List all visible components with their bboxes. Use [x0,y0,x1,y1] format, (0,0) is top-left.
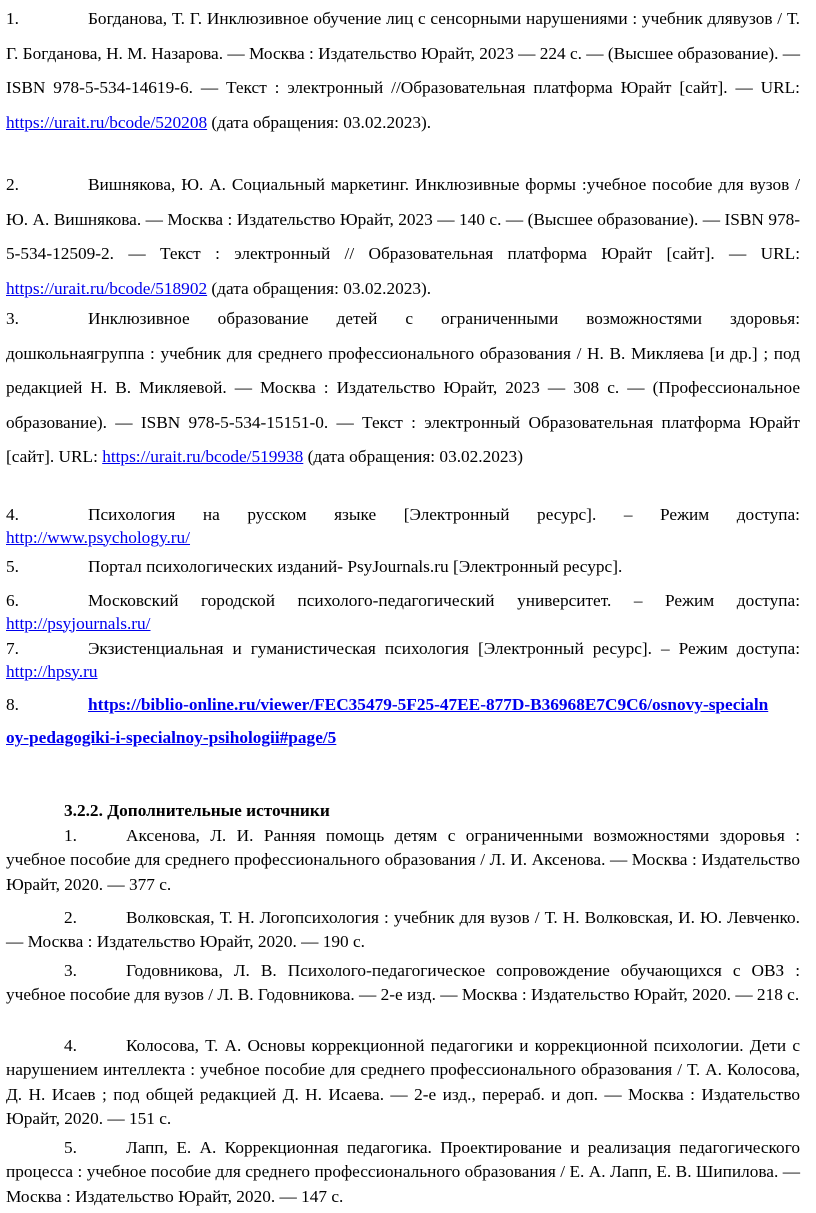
item-link[interactable]: https://biblio-online.ru/viewer/FEC35479-5F25-47EE-877D-B36968E7C9C6/osnovy-specialnoy-pedagogiki-i-specialnoy-psihologii#page/5 [6,695,769,747]
item-link[interactable]: http://hpsy.ru [6,661,98,681]
list-item [6,688,776,754]
additional-item [6,1136,800,1209]
item-link[interactable]: https://urait.ru/bcode/519938 [102,447,304,467]
item-text: Инклюзивное образование детей с ограниченными возможностями здоровья: дошкольнаягруппа : учебник для среднего профессионального образования / Н. В. Микляева [и др.] ; под редакцией Н. В. Микляевой. — Москва : Издательство Юрайт, 2023 — 308 с. — (Профессиональное образование). — ISBN 978-5-534-15151-0. — Текст : электронный Образовательная платформа Юрайт [сайт]. URL: [6,309,800,467]
item-text: Экзистенциальная и гуманистическая психология [Электронный ресурс]. – Режим доступа: [88,639,800,658]
list-item [6,302,800,475]
list-item [6,556,800,579]
item-number: 7. [6,639,19,658]
item-number: 4. [64,1036,77,1055]
item-text: Московский городской психолого-педагогический университет. – Режим доступа: [88,591,800,610]
section-title: 3.2.2. Дополнительные источники [64,801,330,820]
item-text: Колосова, Т. А. Основы коррекционной педагогики и коррекционной психологии. Дети с нарушением интеллекта : учебное пособие для среднего профессионального образования / Т. А. Колосова, Д. Н. Исаев ; под общей редакцией Д. Н. Исаева. — 2-е изд., перераб. и доп. — Москва : Издательство Юрайт, 2020. — 151 с. [6,1036,800,1129]
list-item [6,638,800,683]
item-text: Аксенова, Л. И. Ранняя помощь детям с ограниченными возможностями здоровья : учебное пособие для среднего профессионального образования / Л. И. Аксенова. — Москва : Издательство Юрайт, 2020. — 377 с. [6,826,800,894]
item-text: Волковская, Т. Н. Логопсихология : учебник для вузов / Т. Н. Волковская, И. Ю. Левченко. — Москва : Издательство Юрайт, 2020. — 190 с. [6,908,800,952]
item-text: Портал психологических изданий- PsyJournals.ru [Электронный ресурс]. [88,557,623,576]
item-after: (дата обращения: 03.02.2023). [207,278,432,298]
item-after: (дата обращения: 03.02.2023). [207,112,432,132]
additional-item [6,824,800,897]
item-number: 1. [64,826,77,845]
item-link[interactable]: http://psyjournals.ru/ [6,613,151,633]
list-item [6,590,800,635]
item-number: 2. [6,175,19,194]
item-text: Вишнякова, Ю. А. Социальный маркетинг. Инклюзивные формы :учебное пособие для вузов / Ю. А. Вишнякова. — Москва : Издательство Юрайт, 2023 — 140 с. — (Высшее образование). — ISBN 978-5-534-12509-2. — Текст : электронный // Образовательная платформа Юрайт [сайт]. — URL: [6,175,800,264]
additional-item [6,1034,800,1132]
item-link[interactable]: http://www.psychology.ru/ [6,527,191,547]
item-number: 6. [6,591,19,610]
item-text: Психология на русском языке [Электронный ресурс]. – Режим доступа: [88,505,800,524]
item-text: Лапп, Е. А. Коррекционная педагогика. Проектирование и реализация педагогического процесса : учебное пособие для среднего профессионального образования / Е. А. Лапп, Е. В. Шипилова. — Москва : Издательство Юрайт, 2020. — 147 с. [6,1138,800,1206]
list-item [6,504,800,549]
item-text: Годовникова, Л. В. Психолого-педагогическое сопровождение обучающихся с ОВЗ : учебное пособие для вузов / Л. В. Годовникова. — 2-е изд. — Москва : Издательство Юрайт, 2020. — 218 с. [6,961,800,1005]
additional-item [6,906,800,955]
item-number: 5. [64,1138,77,1157]
item-number: 3. [6,309,19,328]
item-link[interactable]: https://urait.ru/bcode/520208 [6,112,208,132]
item-after: (дата обращения: 03.02.2023) [303,447,523,467]
item-number: 2. [64,908,77,927]
item-number: 3. [64,961,77,980]
list-item [6,168,800,306]
item-number: 4. [6,505,19,524]
item-number: 8. [6,695,19,714]
item-number: 5. [6,557,19,576]
item-number: 1. [6,9,19,28]
additional-item [6,959,800,1008]
list-item [6,2,800,140]
item-link[interactable]: https://urait.ru/bcode/518902 [6,278,208,298]
item-text: Богданова, Т. Г. Инклюзивное обучение лиц с сенсорными нарушениями : учебник длявузов / Т. Г. Богданова, Н. М. Назарова. — Москва : Издательство Юрайт, 2023 — 224 с. — (Высшее образование). — ISBN 978-5-534-14619-6. — Текст : электронный //Образовательная платформа Юрайт [сайт]. — URL: [6,9,800,98]
